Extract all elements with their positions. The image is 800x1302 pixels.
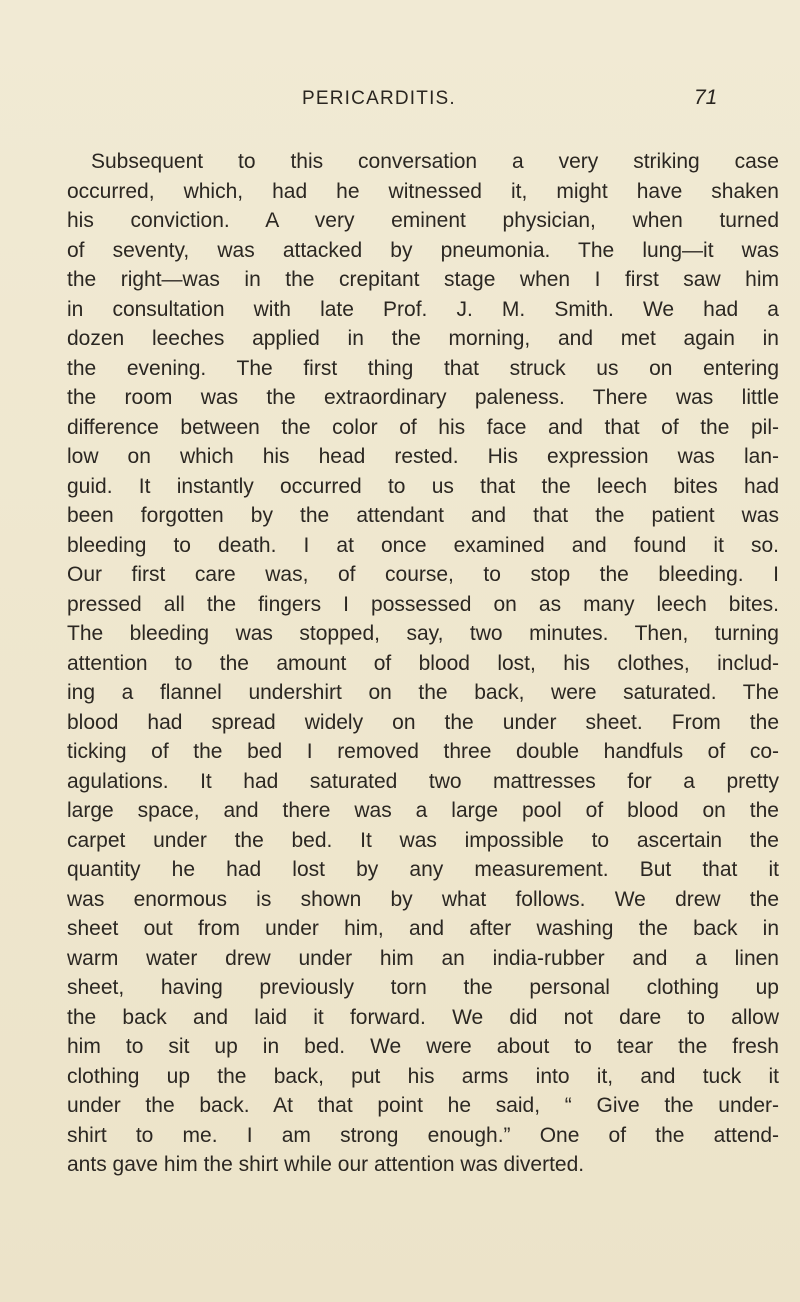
text-line: Our first care was, of course, to stop the bleeding. I xyxy=(67,563,779,586)
text-line: his conviction. A very eminent physician, when turned xyxy=(67,209,779,232)
text-line: low on which his head rested. His expression was lan- xyxy=(67,445,779,468)
text-line: clothing up the back, put his arms into it, and tuck it xyxy=(67,1064,779,1088)
text-line: warm water drew under him an india-rubber and a linen xyxy=(67,946,779,970)
text-line: the back and laid it forward. We did not dare to allow xyxy=(67,1005,779,1029)
text-line: occurred, which, had he witnessed it, might have shaken xyxy=(67,179,779,203)
text-line: sheet, having previously torn the personal clothing up xyxy=(67,976,779,999)
body-paragraph xyxy=(67,147,779,1180)
text-line: Subsequent to this conversation a very striking case xyxy=(91,150,779,173)
text-line: The bleeding was stopped, say, two minutes. Then, turning xyxy=(67,622,779,645)
text-line: difference between the color of his face and that of the pil- xyxy=(67,415,779,439)
text-line: in consultation with late Prof. J. M. Smith. We had a xyxy=(67,297,779,321)
text-line: bleeding to death. I at once examined and found it so. xyxy=(67,533,779,557)
text-line: ticking of the bed I removed three double handfuls of co- xyxy=(67,740,779,763)
text-line: quantity he had lost by any measurement. But that it xyxy=(67,858,779,881)
text-line: blood had spread widely on the under sheet. From the xyxy=(67,710,779,734)
running-title: PERICARDITIS. xyxy=(302,88,456,109)
text-line: the evening. The first thing that struck us on entering xyxy=(67,356,779,380)
text-line: the room was the extraordinary paleness. There was little xyxy=(67,386,779,409)
text-line: shirt to me. I am strong enough.” One of the attend- xyxy=(67,1123,779,1147)
text-line: been forgotten by the attendant and that the patient was xyxy=(67,504,779,527)
text-line: sheet out from under him, and after washing the back in xyxy=(67,917,779,940)
text-line: ing a flannel undershirt on the back, were saturated. The xyxy=(67,681,779,704)
text-line: pressed all the fingers I possessed on as many leech bites. xyxy=(67,592,779,616)
text-line: agulations. It had saturated two mattresses for a pretty xyxy=(67,769,779,793)
text-line: under the back. At that point he said, “ Give the under- xyxy=(67,1094,779,1117)
text-line: him to sit up in bed. We were about to tear the fresh xyxy=(67,1035,779,1058)
text-line: large space, and there was a large pool of blood on the xyxy=(67,799,779,822)
text-line: guid. It instantly occurred to us that the leech bites had xyxy=(67,474,779,498)
page-number: 71 xyxy=(694,86,718,109)
text-line: carpet under the bed. It was impossible to ascertain the xyxy=(67,828,779,852)
text-line: attention to the amount of blood lost, his clothes, includ- xyxy=(67,651,779,675)
text-line: the right—was in the crepitant stage when I first saw him xyxy=(67,268,779,291)
text-line: ants gave him the shirt while our attention was diverted. xyxy=(67,1153,585,1176)
text-line: was enormous is shown by what follows. We drew the xyxy=(67,887,779,911)
text-line: dozen leeches applied in the morning, and met again in xyxy=(67,327,779,350)
running-head xyxy=(0,88,800,118)
text-line: of seventy, was attacked by pneumonia. The lung—it was xyxy=(67,238,779,262)
